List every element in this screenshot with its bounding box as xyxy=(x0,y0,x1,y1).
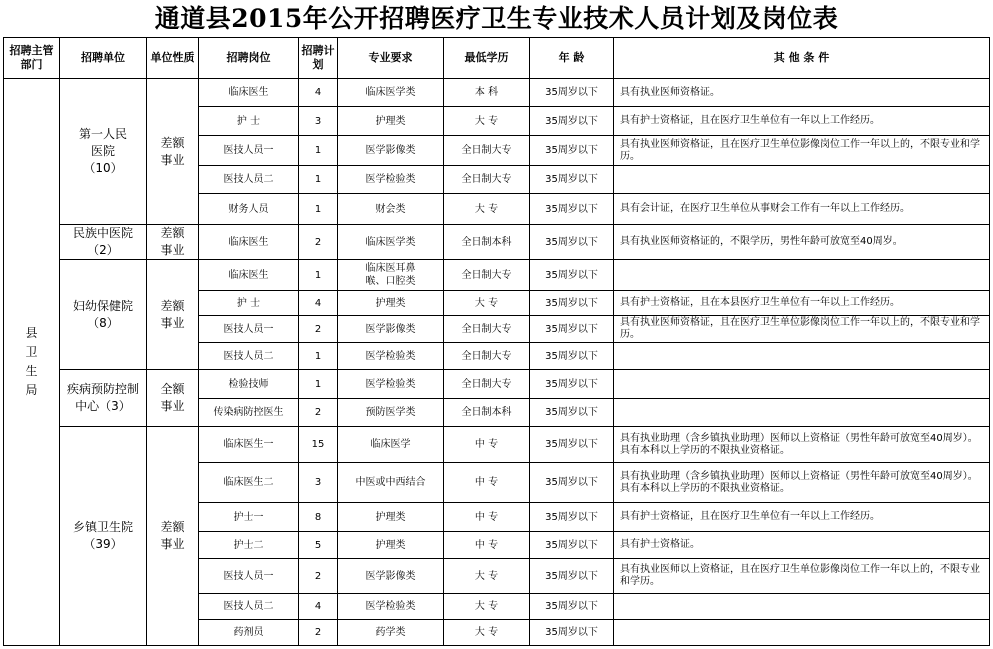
header-nature: 单位性质 xyxy=(147,38,199,79)
post-cell: 临床医生 xyxy=(199,79,299,107)
age-cell: 35周岁以下 xyxy=(530,260,614,291)
edu-cell: 全日制大专 xyxy=(444,343,530,370)
age-cell: 35周岁以下 xyxy=(530,370,614,399)
header-major: 专业要求 xyxy=(338,38,444,79)
header-age: 年 龄 xyxy=(530,38,614,79)
unit-nature: 差额事业 xyxy=(160,520,185,551)
unit-nature: 差额事业 xyxy=(160,226,185,257)
age-cell: 35周岁以下 xyxy=(530,225,614,260)
edu-cell: 全日制大专 xyxy=(444,370,530,399)
post-cell: 临床医生一 xyxy=(199,427,299,463)
plan-cell: 2 xyxy=(299,620,338,646)
major-cell: 护理类 xyxy=(338,532,444,559)
post-cell: 检验技师 xyxy=(199,370,299,399)
recruitment-table xyxy=(3,37,990,646)
edu-cell: 全日制大专 xyxy=(444,316,530,343)
unit-name: 第一人民医院（10） xyxy=(78,127,127,175)
post-cell: 临床医生 xyxy=(199,260,299,291)
plan-cell: 1 xyxy=(299,136,338,166)
post-cell: 护士二 xyxy=(199,532,299,559)
major-cell xyxy=(338,260,444,291)
plan-cell: 2 xyxy=(299,316,338,343)
header-unit: 招聘单位 xyxy=(60,38,147,79)
other-cell: 具有执业医师资格证。 xyxy=(614,79,990,107)
table-row xyxy=(4,79,990,107)
plan-cell: 1 xyxy=(299,166,338,194)
other-cell: 具有执业助理（含乡镇执业助理）医师以上资格证（男性年龄可放宽至40周岁）。具有本科以上学历的不限执业资格证。 xyxy=(614,427,990,463)
age-cell: 35周岁以下 xyxy=(530,532,614,559)
post-cell: 护士一 xyxy=(199,503,299,532)
age-cell: 35周岁以下 xyxy=(530,399,614,427)
unit-cell xyxy=(60,79,147,225)
dept-cell xyxy=(4,79,60,646)
plan-cell: 4 xyxy=(299,291,338,316)
plan-cell: 2 xyxy=(299,225,338,260)
major-cell: 医学影像类 xyxy=(338,559,444,594)
major-cell: 临床医学类 xyxy=(338,225,444,260)
major-cell: 药学类 xyxy=(338,620,444,646)
edu-cell: 全日制大专 xyxy=(444,166,530,194)
plan-cell: 1 xyxy=(299,370,338,399)
other-cell: 具有护士资格证，且在医疗卫生单位有一年以上工作经历。 xyxy=(614,503,990,532)
plan-cell: 8 xyxy=(299,503,338,532)
other-cell xyxy=(614,260,990,291)
post-cell: 医技人员一 xyxy=(199,559,299,594)
major-cell: 护理类 xyxy=(338,503,444,532)
dept-label: 县卫生局 xyxy=(25,326,38,397)
age-cell: 35周岁以下 xyxy=(530,291,614,316)
age-cell: 35周岁以下 xyxy=(530,79,614,107)
unit-nature: 差额事业 xyxy=(160,298,185,330)
post-cell: 财务人员 xyxy=(199,194,299,225)
nature-cell xyxy=(147,260,199,370)
header-other: 其 他 条 件 xyxy=(614,38,990,79)
table-row xyxy=(4,225,990,260)
other-cell xyxy=(614,166,990,194)
other-cell: 具有执业医师以上资格证，且在医疗卫生单位影像岗位工作一年以上的，不限专业和学历。 xyxy=(614,559,990,594)
post-cell: 药剂员 xyxy=(199,620,299,646)
edu-cell: 大 专 xyxy=(444,620,530,646)
post-cell: 医技人员一 xyxy=(199,316,299,343)
unit-name: 疾病预防控制中心（3） xyxy=(67,382,140,413)
nature-cell xyxy=(147,225,199,260)
plan-cell: 4 xyxy=(299,594,338,620)
age-cell: 35周岁以下 xyxy=(530,427,614,463)
other-cell: 具有护士资格证，且在医疗卫生单位有一年以上工作经历。 xyxy=(614,107,990,136)
unit-cell xyxy=(60,225,147,260)
other-cell xyxy=(614,594,990,620)
table-row xyxy=(4,370,990,399)
edu-cell: 全日制本科 xyxy=(444,225,530,260)
header-edu: 最低学历 xyxy=(444,38,530,79)
age-cell: 35周岁以下 xyxy=(530,343,614,370)
other-cell xyxy=(614,370,990,399)
age-cell: 35周岁以下 xyxy=(530,316,614,343)
unit-name: 民族中医院（2） xyxy=(72,226,133,257)
unit-name: 妇幼保健院（8） xyxy=(72,298,133,330)
major-cell: 护理类 xyxy=(338,291,444,316)
edu-cell: 全日制大专 xyxy=(444,136,530,166)
post-cell: 医技人员二 xyxy=(199,343,299,370)
major-cell: 医学影像类 xyxy=(338,136,444,166)
unit-cell xyxy=(60,370,147,427)
other-cell: 具有护士资格证。 xyxy=(614,532,990,559)
post-cell: 临床医生 xyxy=(199,225,299,260)
age-cell: 35周岁以下 xyxy=(530,594,614,620)
major-cell: 医学检验类 xyxy=(338,370,444,399)
major-cell: 临床医学类 xyxy=(338,79,444,107)
header-row xyxy=(4,38,990,79)
plan-cell: 3 xyxy=(299,463,338,503)
table-row xyxy=(4,260,990,291)
nature-cell xyxy=(147,79,199,225)
edu-cell: 中 专 xyxy=(444,463,530,503)
age-cell: 35周岁以下 xyxy=(530,559,614,594)
other-cell xyxy=(614,399,990,427)
age-cell: 35周岁以下 xyxy=(530,503,614,532)
nature-cell xyxy=(147,427,199,646)
age-cell: 35周岁以下 xyxy=(530,136,614,166)
age-cell: 35周岁以下 xyxy=(530,463,614,503)
post-cell: 传染病防控医生 xyxy=(199,399,299,427)
major-cell: 医学检验类 xyxy=(338,343,444,370)
post-cell: 护 士 xyxy=(199,291,299,316)
plan-cell: 2 xyxy=(299,399,338,427)
plan-cell: 1 xyxy=(299,343,338,370)
post-cell: 医技人员二 xyxy=(199,166,299,194)
major-cell: 财会类 xyxy=(338,194,444,225)
edu-cell: 大 专 xyxy=(444,559,530,594)
major-cell: 中医或中西结合 xyxy=(338,463,444,503)
age-cell: 35周岁以下 xyxy=(530,620,614,646)
major-cell: 医学检验类 xyxy=(338,166,444,194)
major-cell: 预防医学类 xyxy=(338,399,444,427)
post-cell: 医技人员一 xyxy=(199,136,299,166)
edu-cell: 大 专 xyxy=(444,291,530,316)
plan-cell: 2 xyxy=(299,559,338,594)
plan-cell: 4 xyxy=(299,79,338,107)
age-cell: 35周岁以下 xyxy=(530,107,614,136)
major-cell: 临床医学 xyxy=(338,427,444,463)
post-cell: 医技人员二 xyxy=(199,594,299,620)
major-text: 临床医耳鼻喉、口腔类 xyxy=(365,263,416,287)
plan-cell: 15 xyxy=(299,427,338,463)
unit-nature: 差额事业 xyxy=(160,135,185,167)
other-cell: 具有护士资格证，且在本县医疗卫生单位有一年以上工作经历。 xyxy=(614,291,990,316)
edu-cell: 全日制本科 xyxy=(444,399,530,427)
header-plan: 招聘计划 xyxy=(299,38,338,79)
age-cell: 35周岁以下 xyxy=(530,194,614,225)
edu-cell: 全日制大专 xyxy=(444,260,530,291)
other-cell xyxy=(614,343,990,370)
unit-nature: 全额事业 xyxy=(160,382,185,413)
unit-cell xyxy=(60,260,147,370)
plan-cell: 5 xyxy=(299,532,338,559)
header-dept: 招聘主管部门 xyxy=(4,38,60,79)
age-cell: 35周岁以下 xyxy=(530,166,614,194)
other-cell: 具有执业医师资格证，且在医疗卫生单位影像岗位工作一年以上的，不限专业和学历。 xyxy=(614,136,990,166)
edu-cell: 大 专 xyxy=(444,194,530,225)
unit-name: 乡镇卫生院（39） xyxy=(72,520,133,551)
major-cell: 护理类 xyxy=(338,107,444,136)
other-cell: 具有执业助理（含乡镇执业助理）医师以上资格证（男性年龄可放宽至40周岁）。具有本科以上学历的不限执业资格证。 xyxy=(614,463,990,503)
other-cell: 具有执业医师资格证的，不限学历，男性年龄可放宽至40周岁。 xyxy=(614,225,990,260)
post-cell: 临床医生二 xyxy=(199,463,299,503)
plan-cell: 1 xyxy=(299,194,338,225)
other-cell xyxy=(614,620,990,646)
major-cell: 医学检验类 xyxy=(338,594,444,620)
plan-cell: 3 xyxy=(299,107,338,136)
edu-cell: 中 专 xyxy=(444,532,530,559)
edu-cell: 本 科 xyxy=(444,79,530,107)
nature-cell xyxy=(147,370,199,427)
edu-cell: 中 专 xyxy=(444,503,530,532)
header-post: 招聘岗位 xyxy=(199,38,299,79)
other-cell: 具有会计证，在医疗卫生单位从事财会工作有一年以上工作经历。 xyxy=(614,194,990,225)
unit-cell xyxy=(60,427,147,646)
post-cell: 护 士 xyxy=(199,107,299,136)
page-title: 通道县2015年公开招聘医疗卫生专业技术人员计划及岗位表 xyxy=(154,4,839,33)
plan-cell: 1 xyxy=(299,260,338,291)
other-cell: 具有执业医师资格证，且在医疗卫生单位影像岗位工作一年以上的，不限专业和学历。 xyxy=(614,316,990,343)
major-cell: 医学影像类 xyxy=(338,316,444,343)
edu-cell: 大 专 xyxy=(444,594,530,620)
edu-cell: 中 专 xyxy=(444,427,530,463)
edu-cell: 大 专 xyxy=(444,107,530,136)
table-row xyxy=(4,427,990,463)
